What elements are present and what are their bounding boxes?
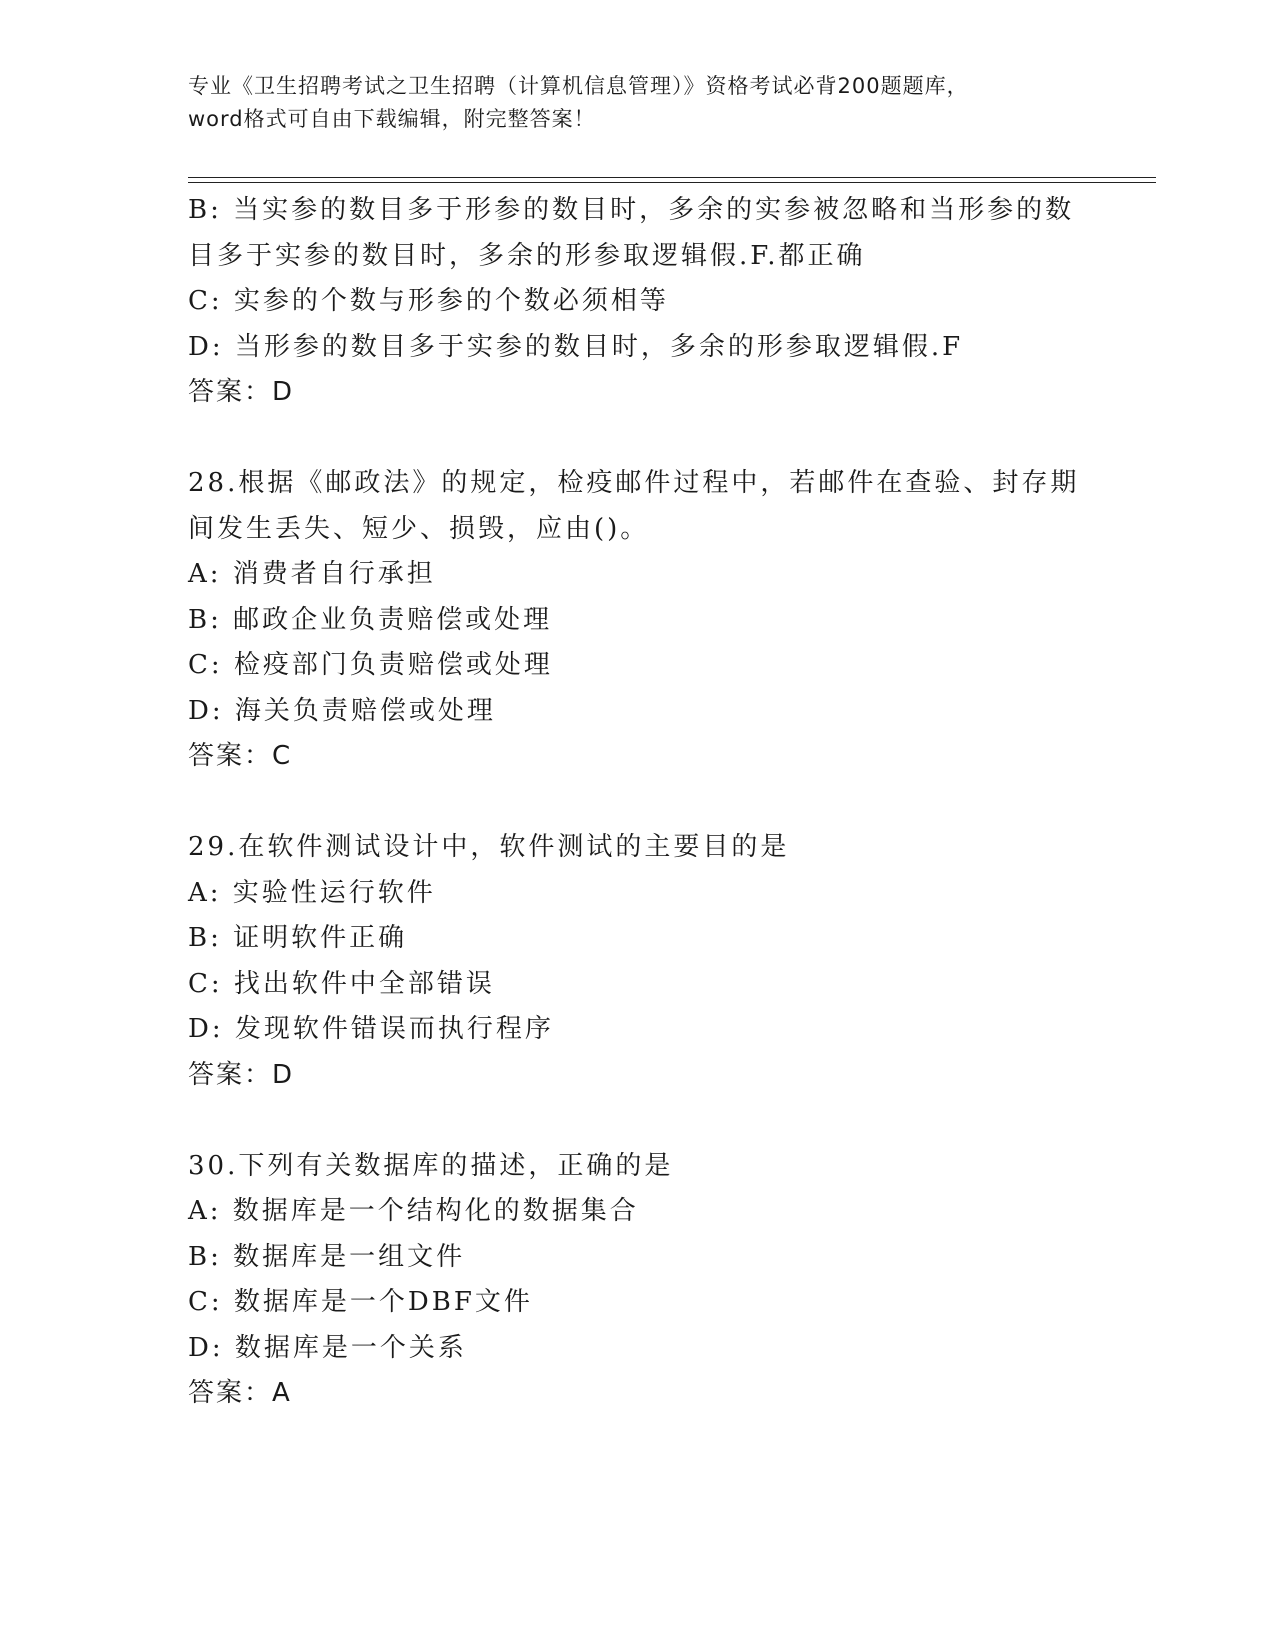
option-b: B: 数据库是一组文件 xyxy=(188,1241,466,1272)
answer-line: 答案：C xyxy=(188,741,293,771)
question-block-29 xyxy=(188,825,1088,1098)
question-block-28 xyxy=(188,461,1088,780)
answer-line: 答案：A xyxy=(188,1378,292,1408)
option-b: B: 证明软件正确 xyxy=(188,923,408,953)
header-divider-bottom xyxy=(188,182,1156,183)
option-a: A: 实验性运行软件 xyxy=(188,877,436,908)
spacer xyxy=(188,780,1088,826)
question-stem: 28.根据《邮政法》的规定，检疫邮件过程中，若邮件在查验、封存期 xyxy=(188,468,1080,498)
option-c: C: 找出软件中全部错误 xyxy=(188,968,495,999)
option-c: C: 实参的个数与形参的个数必须相等 xyxy=(188,286,669,316)
option-a: A: 数据库是一个结构化的数据集合 xyxy=(188,1196,639,1226)
spacer xyxy=(188,1098,1088,1144)
answer-line: 答案：D xyxy=(188,1059,295,1090)
option-b: B: 当实参的数目多于形参的数目时，多余的实参被忽略和当形参的数 xyxy=(188,195,1075,225)
question-block-30 xyxy=(188,1144,1088,1417)
header-title-line-2: word格式可自由下载编辑，附完整答案！ xyxy=(188,107,596,131)
question-stem-continued: 间发生丢失、短少、损毁，应由()。 xyxy=(188,513,650,544)
option-d: D: 当形参的数目多于实参的数目时，多余的形参取逻辑假.F xyxy=(188,331,964,362)
answer-line: 答案：D xyxy=(188,377,295,407)
option-d: D: 数据库是一个关系 xyxy=(188,1332,467,1363)
header-title-line-1: 专业《卫生招聘考试之卫生招聘（计算机信息管理）》资格考试必背200题题库， xyxy=(188,74,969,98)
option-b: B: 邮政企业负责赔偿或处理 xyxy=(188,604,553,635)
question-stem: 29.在软件测试设计中，软件测试的主要目的是 xyxy=(188,832,790,862)
question-stem: 30.下列有关数据库的描述，正确的是 xyxy=(188,1150,674,1181)
spacer xyxy=(188,416,1088,462)
option-c: C: 检疫部门负责赔偿或处理 xyxy=(188,650,553,680)
option-a: A: 消费者自行承担 xyxy=(188,559,436,589)
question-list xyxy=(188,188,1088,1417)
question-block-prev xyxy=(188,188,1088,416)
option-d: D: 发现软件错误而执行程序 xyxy=(188,1014,554,1044)
option-c: C: 数据库是一个DBF文件 xyxy=(188,1287,533,1317)
header-divider-top xyxy=(188,177,1156,178)
option-b-continued: 目多于实参的数目时，多余的形参取逻辑假.F.都正确 xyxy=(188,240,866,271)
document-header xyxy=(188,70,1088,136)
option-d: D: 海关负责赔偿或处理 xyxy=(188,695,496,726)
